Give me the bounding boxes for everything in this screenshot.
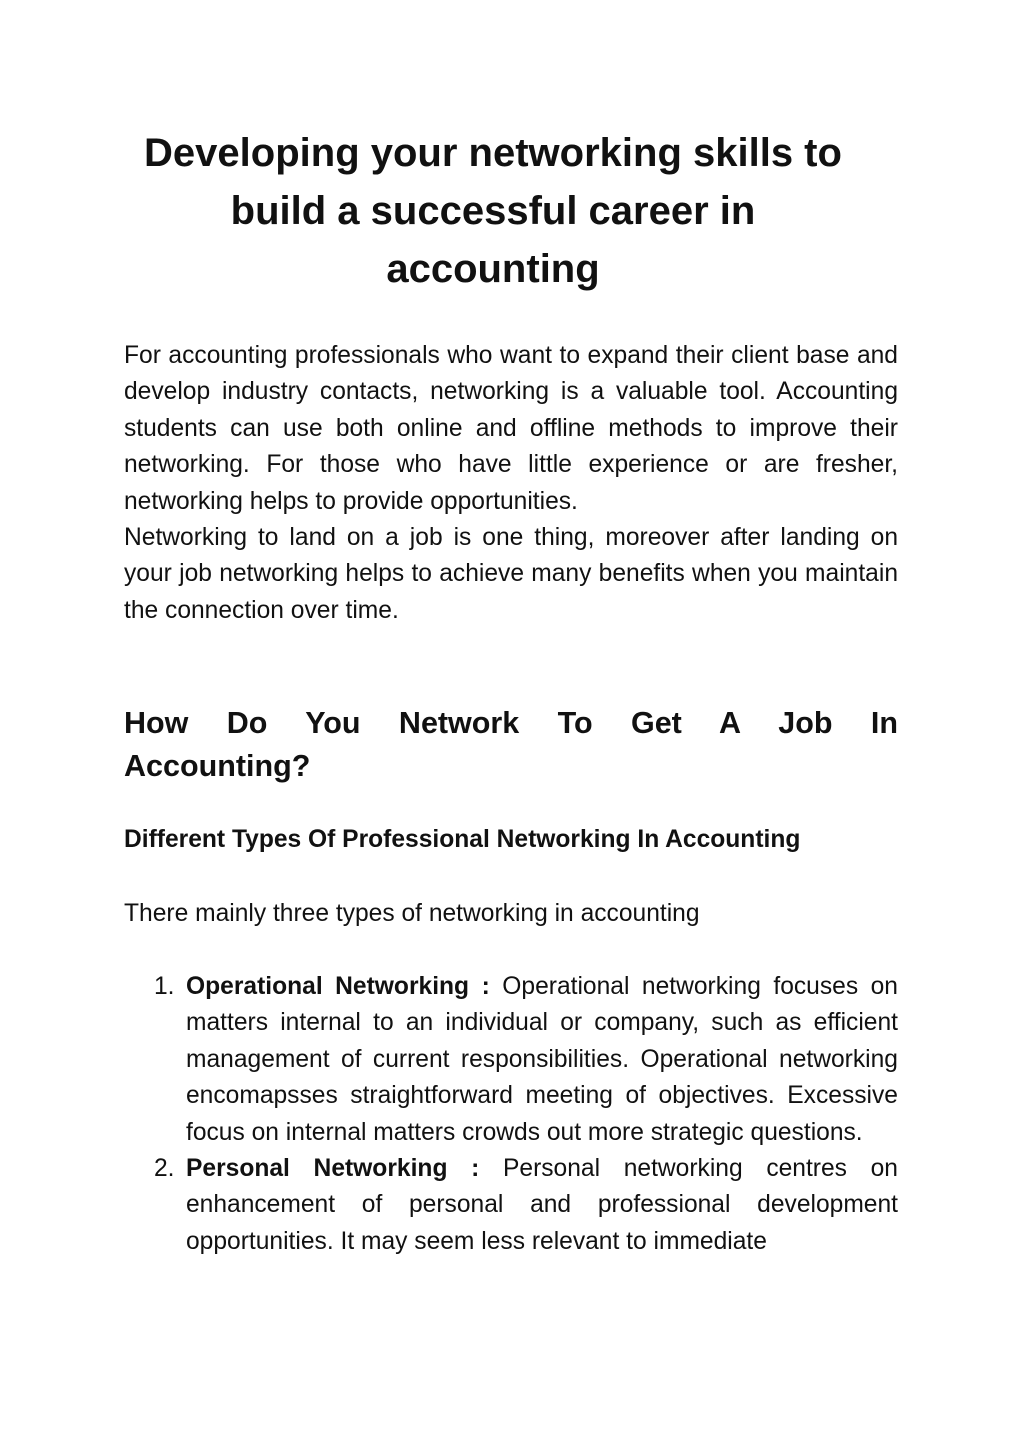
- lead-text: There mainly three types of networking in accounting: [124, 900, 700, 927]
- section-heading: [124, 702, 898, 788]
- intro-paragraph-1: For accounting professionals who want to expand their client base and develop industry contacts, networking is a valuable tool. Accounting students can use both online and offline methods to improve their networking. For those who have little experience or are fresher, networking helps to provide opportunities.: [124, 342, 898, 515]
- section-heading-line-1: How Do You Network To Get A Job In: [124, 706, 898, 740]
- intro-section: [124, 338, 898, 629]
- list-item: [124, 969, 898, 1151]
- list-item-number: 1.: [154, 973, 175, 1000]
- list-item-term: Personal Networking :: [186, 1155, 503, 1183]
- list-item-number: 2.: [154, 1155, 175, 1183]
- list-item: [124, 1151, 898, 1260]
- networking-types-list: [124, 969, 898, 1260]
- section-heading-line-2: Accounting?: [124, 749, 311, 783]
- list-item-description: Personal networking centres on enhancement of personal and professional development opportunities. It may seem less relevant to immediate: [186, 1155, 898, 1255]
- intro-paragraph-2: Networking to land on a job is one thing, moreover after landing on your job networking helps to achieve many benefits when you maintain the connection over time.: [124, 524, 898, 624]
- list-item-term: Operational Networking :: [186, 973, 503, 1000]
- list-item-description: Operational networking focuses on matters internal to an individual or company, such as efficient management of current responsibilities. Operational networking encomapsses straightforward meeting of objectives. Excessive focus on internal matters crowds out more strategic questions.: [186, 973, 898, 1146]
- document-title: Developing your networking skills to build a successful career in accounting: [144, 131, 842, 291]
- subheading: Different Types Of Professional Networking In Accounting: [124, 826, 801, 853]
